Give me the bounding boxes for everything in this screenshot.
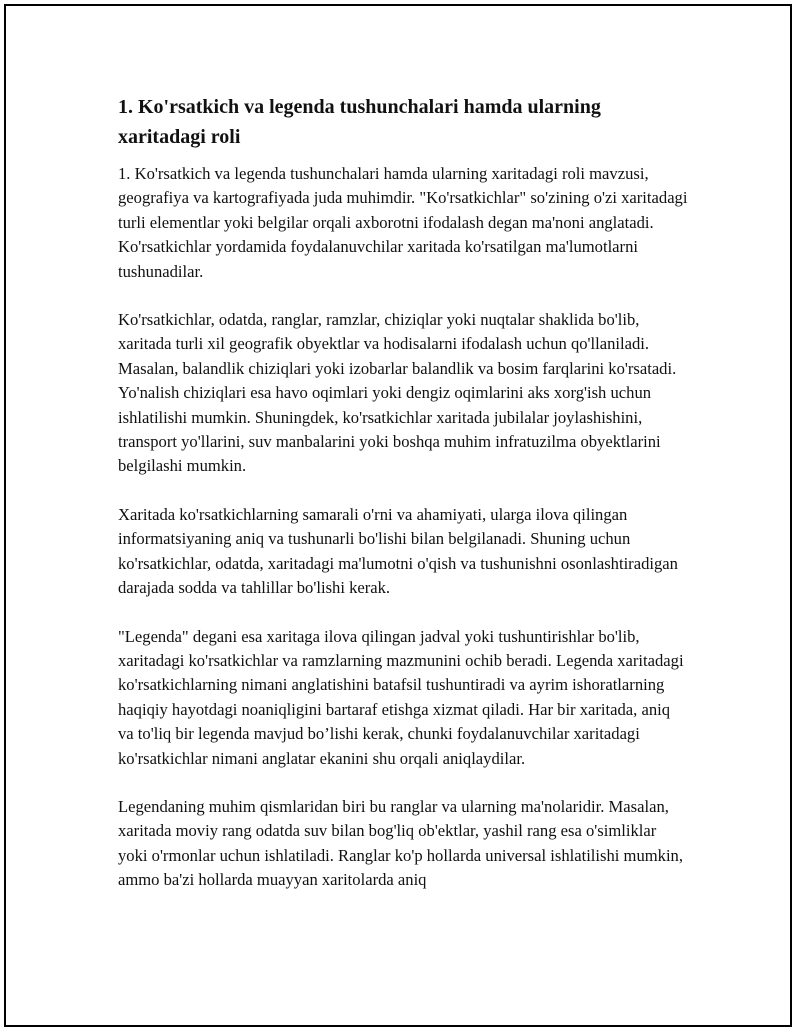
paragraph-2: Ko'rsatkichlar, odatda, ranglar, ramzlar, chiziqlar yoki nuqtalar shaklida bo'lib, xaritada turli xil geografik obyektlar va hodisalarni ifodalash uchun qo'llaniladi. Masalan, balandlik chiziqlari yoki izobarlar balandlik va bosim farqlarini ko'rsatadi. Yo'nalish chiziqlari esa havo oqimlari yoki dengiz oqimlarini aks xorg'ish uchun ishlatilishi mumkin. Shuningdek, ko'rsatkichlar xaritada jubilalar joylashishini, transport yo'llarini, suv manbalarini yoki boshqa muhim infratuzilma obyektlarini belgilashi mumkin.: [118, 310, 677, 476]
paragraph-1: 1. Ko'rsatkich va legenda tushunchalari hamda ularning xaritadagi roli mavzusi, geografiya va kartografiyada juda muhimdir. "Ko'rsatkichlar" so'zining o'zi xaritadagi turli elementlar yoki belgilar orqali axborotni ifodalash degan ma'noni anglatadi. Ko'rsatkichlar yordamida foydalanuvchilar xaritada ko'rsatilgan ma'lumotlarni tushunadilar.: [118, 164, 688, 281]
document-title: 1. Ko'rsatkich va legenda tushunchalari hamda ularning xaritadagi roli: [118, 96, 601, 148]
paragraph-4: "Legenda" degani esa xaritaga ilova qilingan jadval yoki tushuntirishlar bo'lib, xaritadagi ko'rsatkichlar va ramzlarning mazmunini ochib beradi. Legenda xaritadagi ko'rsatkichlarning nimani anglatishini batafsil tushuntiradi va ayrim ishoratlarning haqiqiy hayotdagi noaniqligini bartaraf etishga xizmat qiladi. Har bir xaritada, aniq va to'liq bir legenda mavjud bo’lishi kerak, chunki foydalanuvchilar xaritadagi ko'rsatkichlar nimani anglatar ekanini shu orqali aniqlaydilar.: [118, 626, 684, 768]
paragraph-3: Xaritada ko'rsatkichlarning samarali o'rni va ahamiyati, ularga ilova qilingan informatsiyaning aniq va tushunarli bo'lishi bilan belgilanadi. Shuning uchun ko'rsatkichlar, odatda, xaritadagi ma'lumotni o'qish va tushunishni osonlashtiradigan darajada sodda va tahlillar bo'lishi kerak.: [118, 504, 678, 598]
document-body: [118, 92, 688, 917]
paragraph-5: Legendaning muhim qismlaridan biri bu ranglar va ularning ma'nolaridir. Masalan, xaritada moviy rang odatda suv bilan bog'liq ob'ektlar, yashil rang esa o'simliklar yoki o'rmonlar uchun ishlatiladi. Ranglar ko'p hollarda universal ishlatilishi mumkin, ammo ba'zi hollarda muayyan xaritolarda aniq: [118, 796, 684, 890]
